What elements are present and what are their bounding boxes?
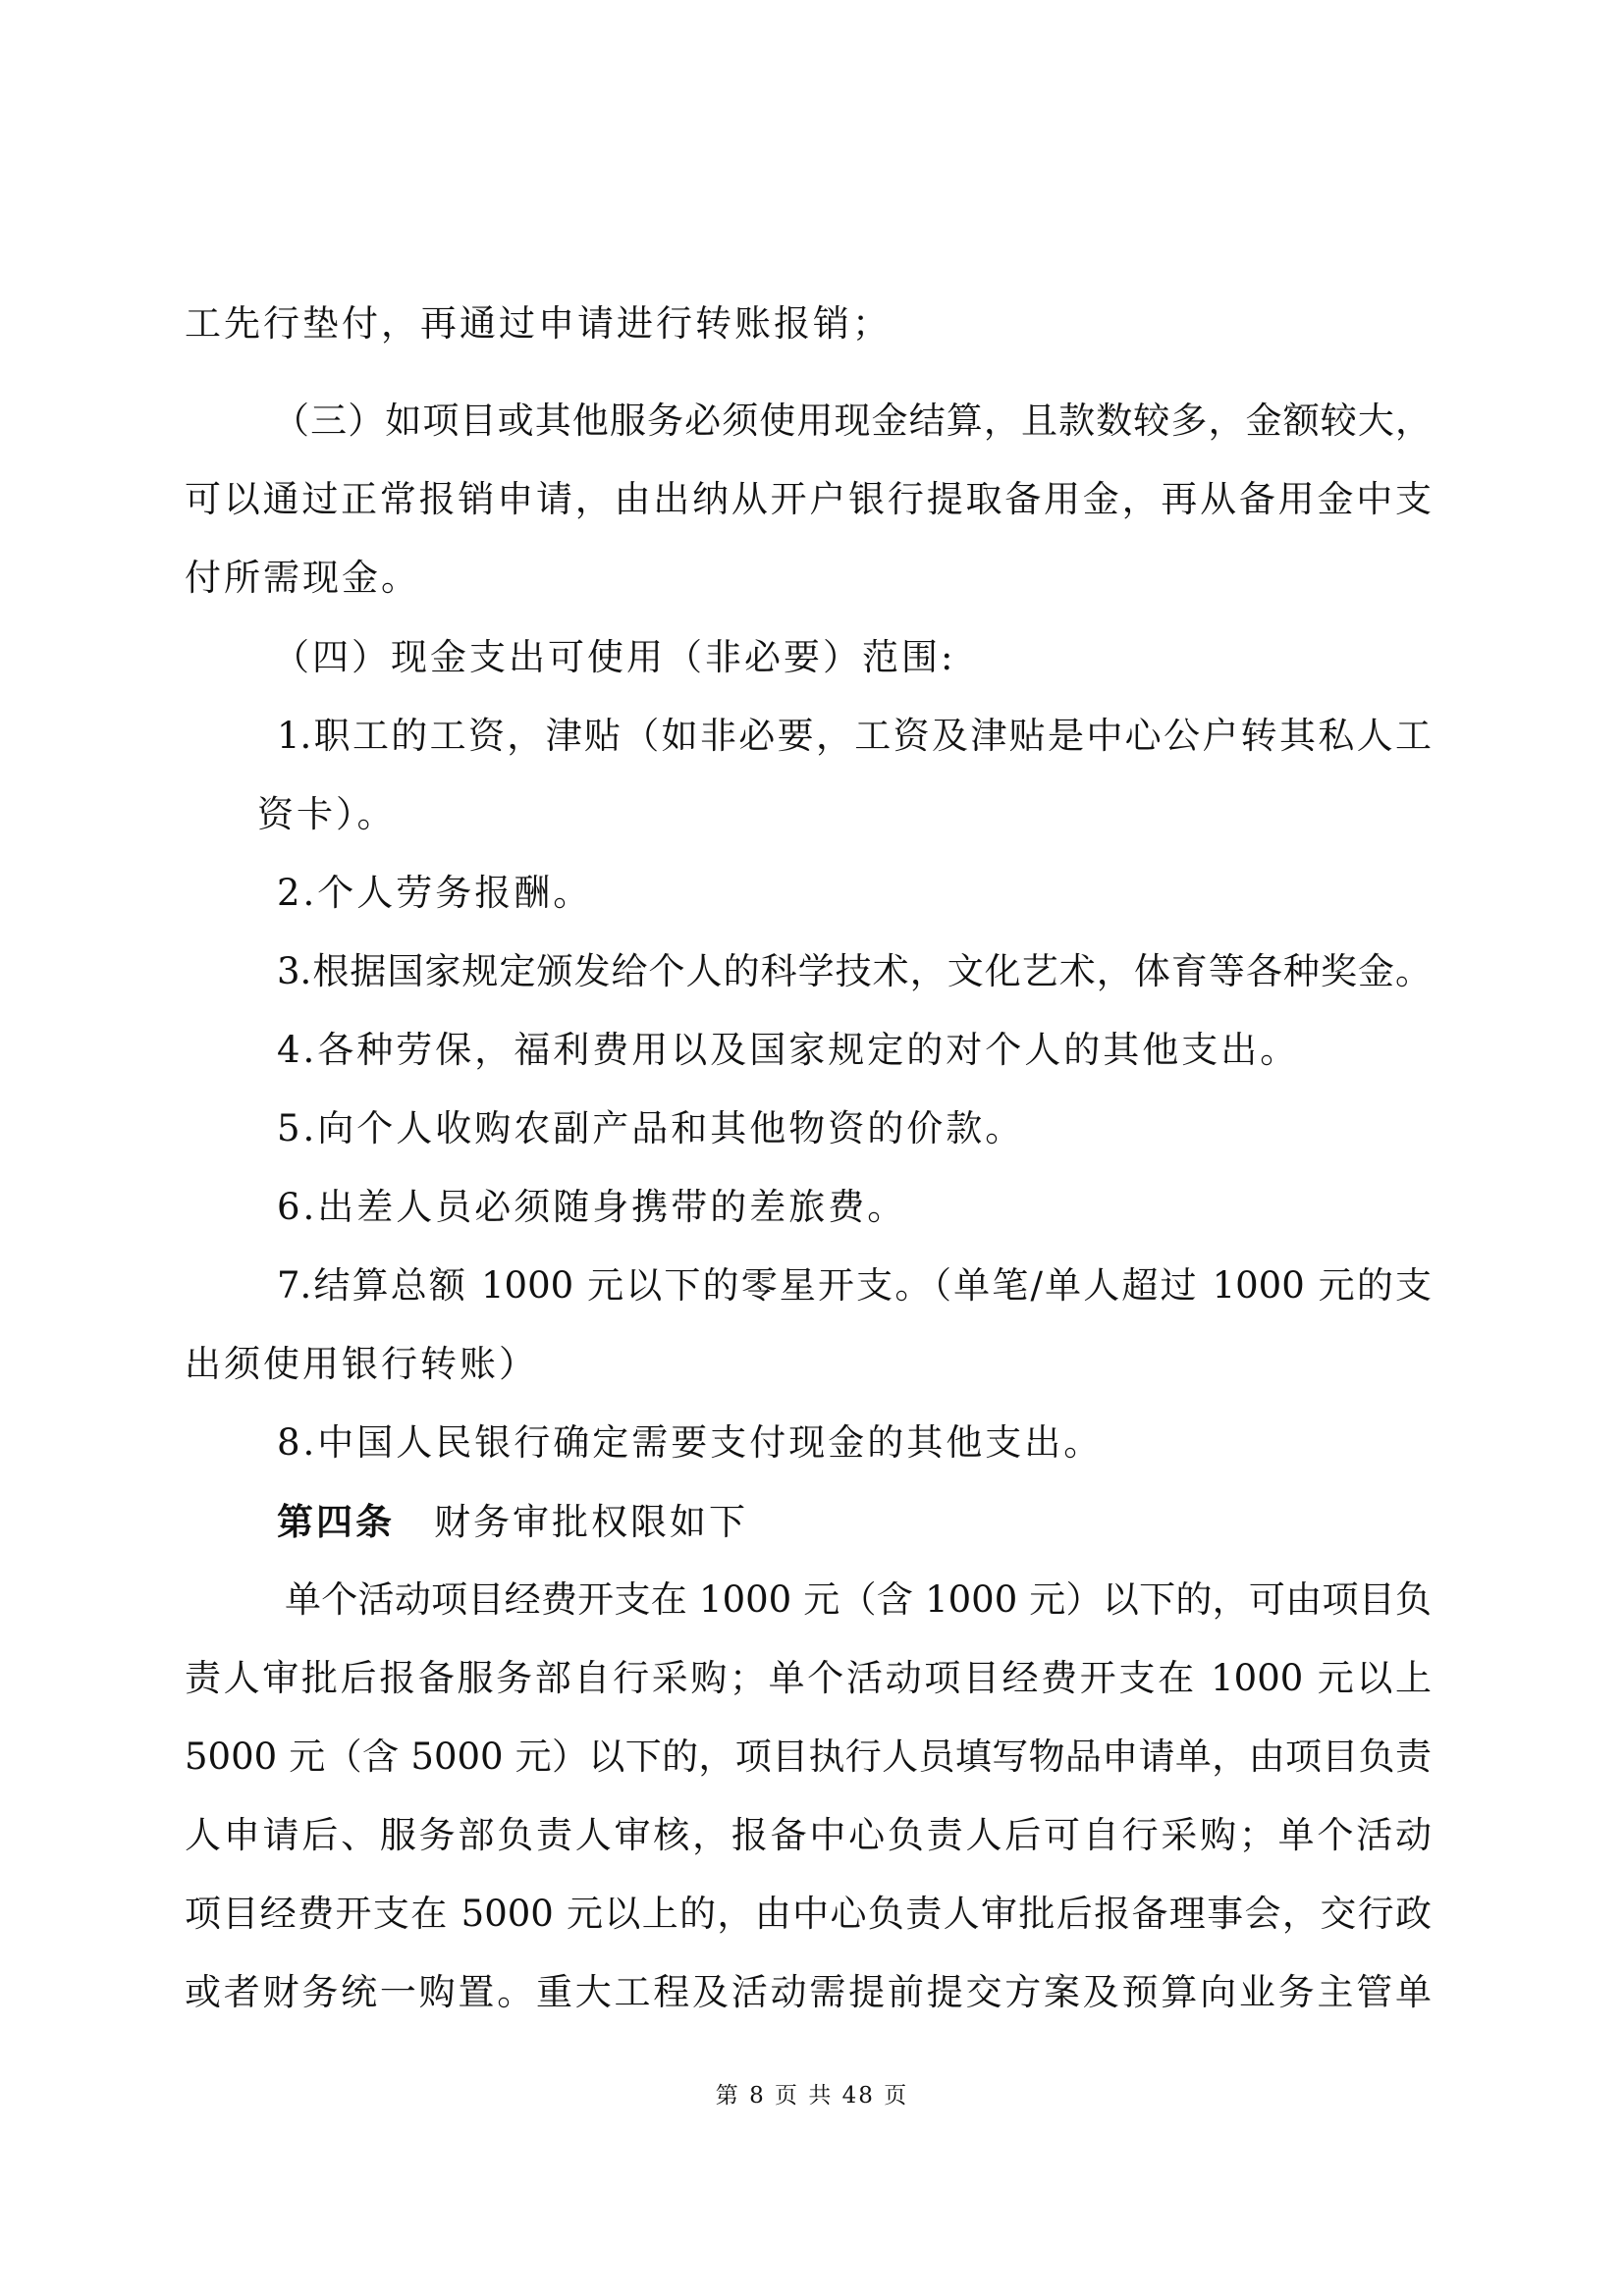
text-line-10: 4.各种劳保，福利费用以及国家规定的对个人的其他支出。 xyxy=(277,1029,1300,1071)
text-line-1: 工先行垫付，再通过申请进行转账报销； xyxy=(185,302,892,345)
text-line-4: 付所需现金。 xyxy=(185,557,420,599)
article-label: 第四条 xyxy=(277,1500,395,1543)
text-line-9: 3.根据国家规定颁发给个人的科学技术，文化艺术，体育等各种奖金。 xyxy=(277,950,1432,992)
article-heading xyxy=(277,1495,1524,1548)
text-line-13: 7.结算总额 1000 元以下的零星开支。（单笔/单人超过 1000 元的支 xyxy=(277,1264,1432,1307)
text-line-15: 8.中国人民银行确定需要支付现金的其他支出。 xyxy=(277,1421,1104,1464)
article-title: 财务审批权限如下 xyxy=(434,1501,748,1543)
page-number-footer: 第 8 页 共 48 页 xyxy=(715,2083,909,2109)
text-line-12: 6.出差人员必须随身携带的差旅费。 xyxy=(277,1186,907,1228)
text-line-14: 出须使用银行转账） xyxy=(185,1343,538,1385)
paragraph-line-5: 项目经费开支在 5000 元以上的，由中心负责人审批后报备理事会，交行政 xyxy=(185,1893,1432,1935)
text-line-3: 可以通过正常报销申请，由出纳从开户银行提取备用金，再从备用金中支 xyxy=(185,478,1432,520)
text-line-6: 1.职工的工资，津贴（如非必要，工资及津贴是中心公户转其私人工 xyxy=(277,715,1432,757)
text-line-7: 资卡）。 xyxy=(257,793,397,835)
text-line-2: （三）如项目或其他服务必须使用现金结算，且款数较多，金额较大， xyxy=(273,400,1432,442)
paragraph-line-3: 5000 元（含 5000 元）以下的，项目执行人员填写物品申请单，由项目负责 xyxy=(185,1735,1432,1778)
paragraph-line-2: 责人审批后报备服务部自行采购；单个活动项目经费开支在 1000 元以上 xyxy=(185,1657,1432,1699)
paragraph-line-6: 或者财务统一购置。重大工程及活动需提前提交方案及预算向业务主管单 xyxy=(185,1971,1432,2013)
paragraph-line-4: 人申请后、服务部负责人审核，报备中心负责人后可自行采购；单个活动 xyxy=(185,1814,1432,1856)
text-line-8: 2.个人劳务报酬。 xyxy=(277,872,593,914)
text-line-11: 5.向个人收购农副产品和其他物资的价款。 xyxy=(277,1107,1025,1149)
paragraph-line-1: 单个活动项目经费开支在 1000 元（含 1000 元）以下的，可由项目负 xyxy=(285,1578,1432,1621)
text-line-5: （四）现金支出可使用（非必要）范围: xyxy=(273,636,956,678)
